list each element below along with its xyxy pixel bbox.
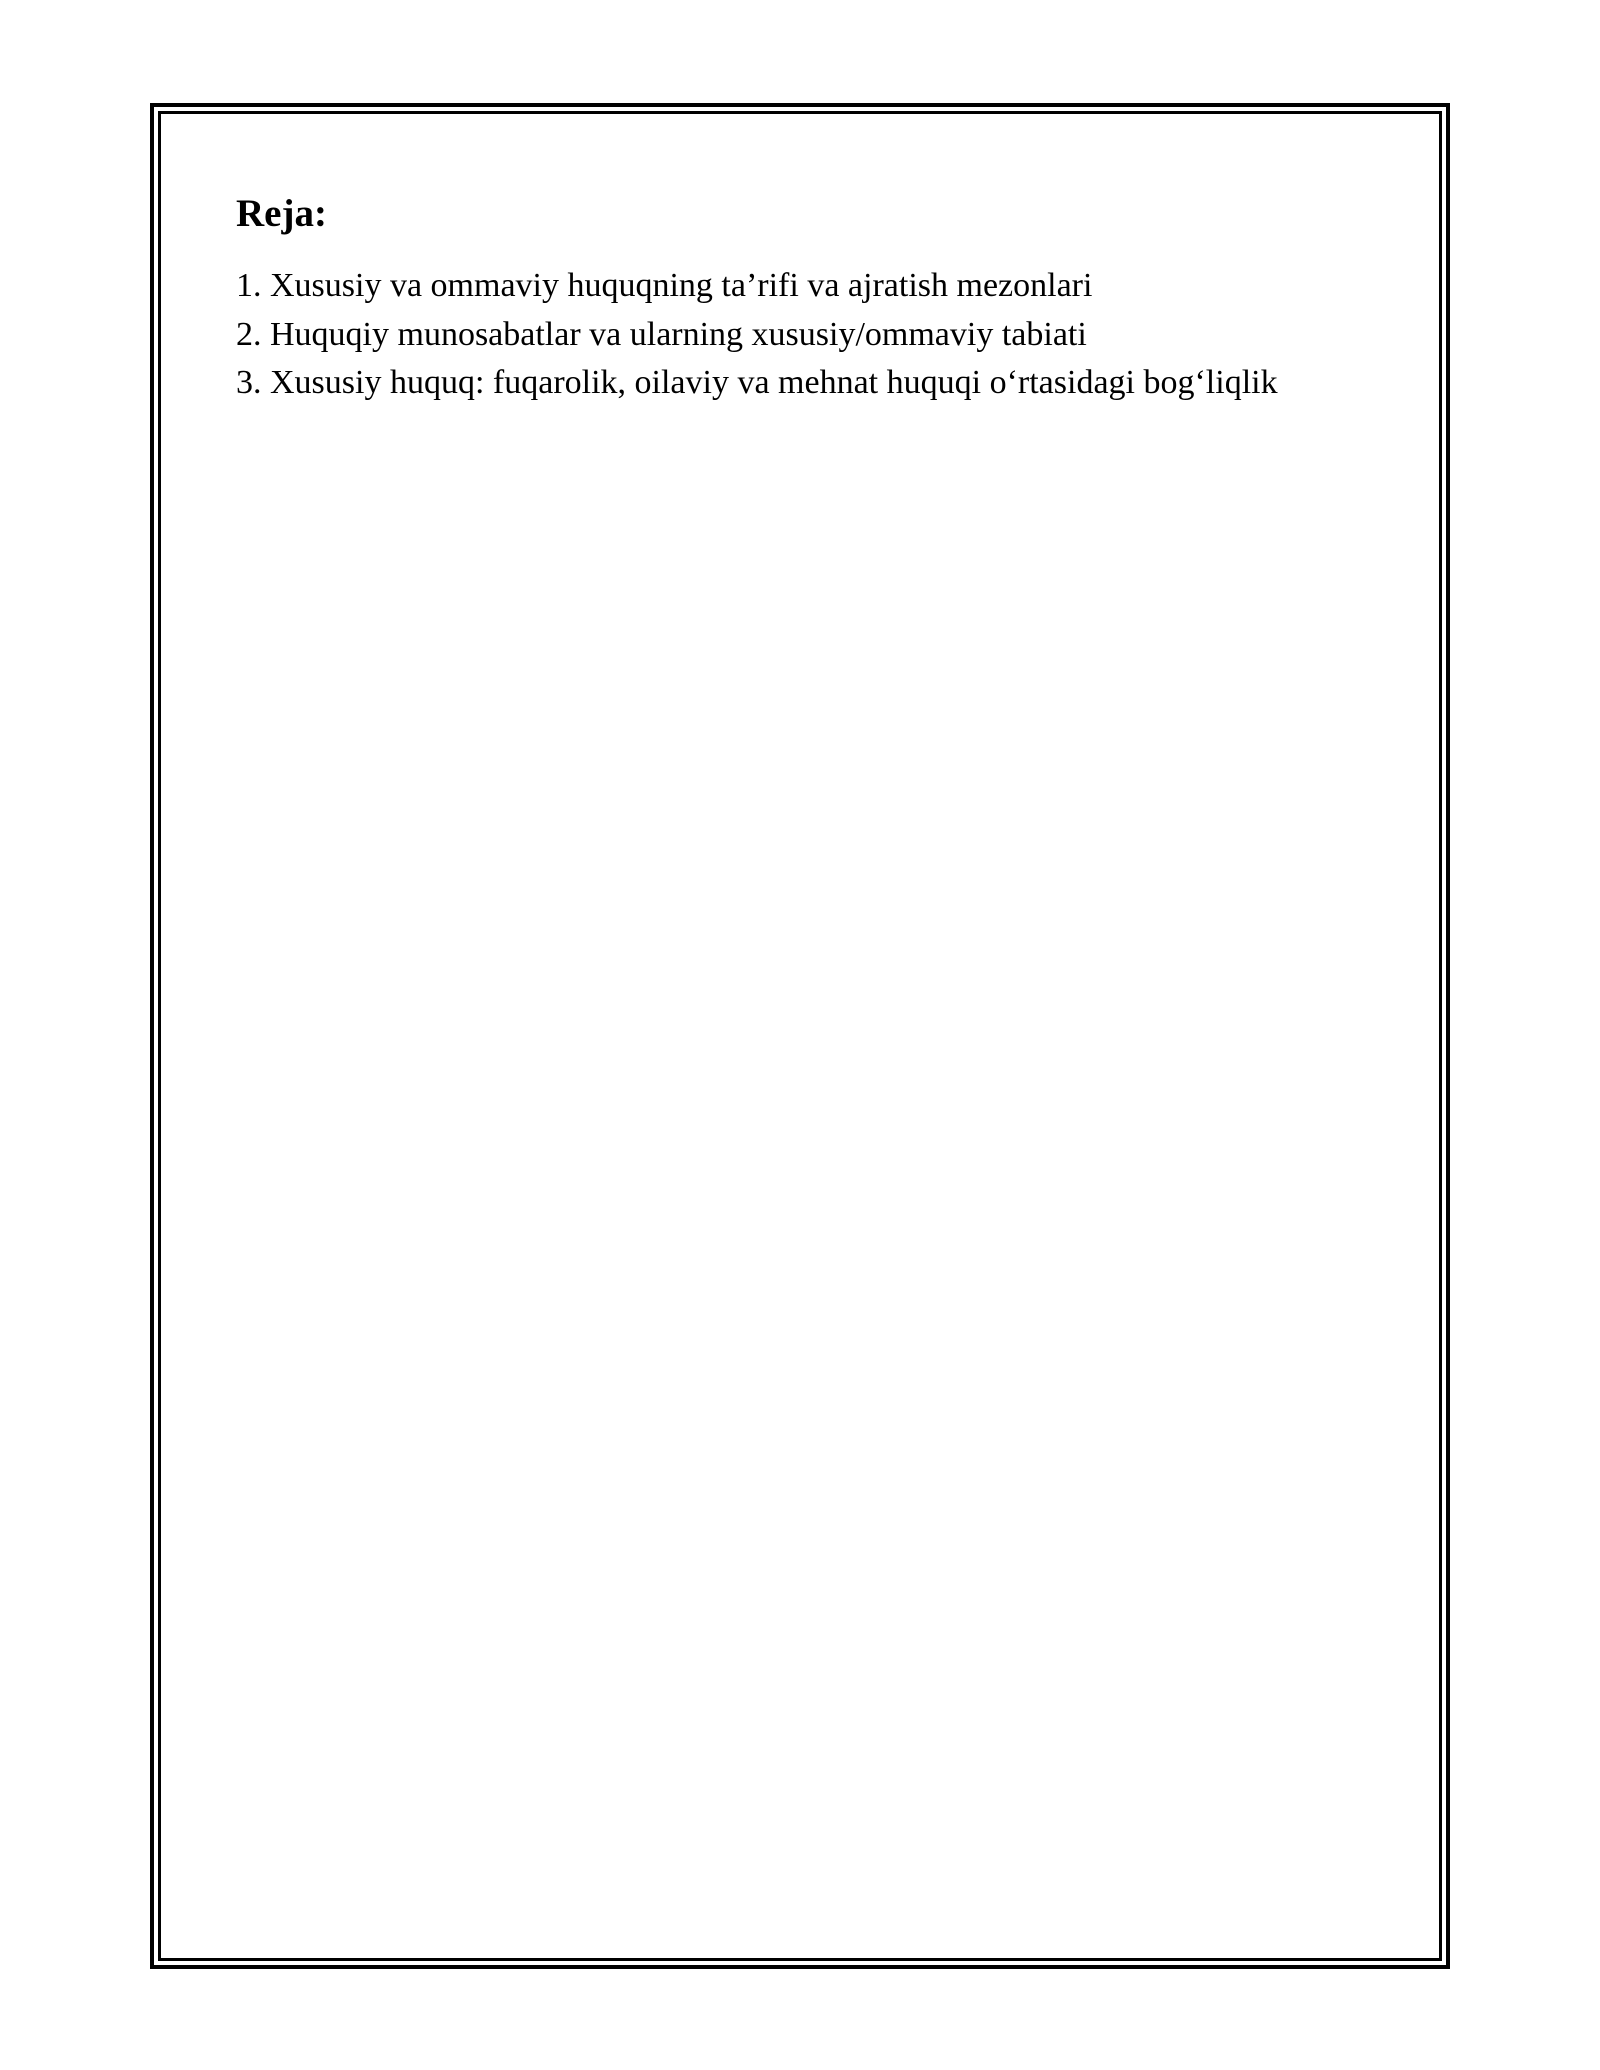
page-content <box>236 186 1386 408</box>
plan-item-text: Xususiy va ommaviy huquqning ta’rifi va ajratish mezonlari <box>270 267 1093 304</box>
plan-list <box>236 262 1386 408</box>
plan-item-number: 1. <box>236 267 262 304</box>
plan-item-number: 3. <box>236 364 262 401</box>
plan-item-2 <box>236 311 1386 360</box>
plan-item-text: Xususiy huquq: fuqarolik, oilaviy va mehnat huquqi o‘rtasidagi bog‘liqlik <box>270 364 1278 401</box>
plan-heading: Reja: <box>236 192 327 235</box>
plan-item-1 <box>236 262 1386 311</box>
plan-item-text: Huquqiy munosabatlar va ularning xususiy/ommaviy tabiati <box>270 315 1087 353</box>
plan-item-3 <box>236 359 1386 408</box>
plan-item-number: 2. <box>236 315 262 353</box>
